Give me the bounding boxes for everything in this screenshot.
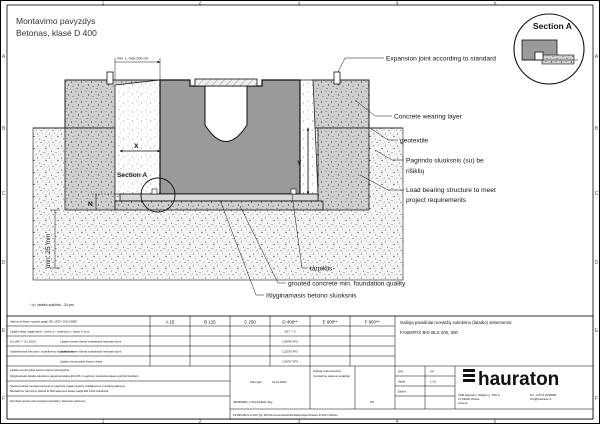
tb-load-e600: E 600**	[322, 319, 338, 325]
grid-col-1-bottom: 1	[101, 419, 105, 424]
tb-din-value: A4	[430, 369, 434, 374]
grating	[195, 79, 257, 86]
leveling-layer	[120, 194, 318, 201]
grid-row-a-right: A	[594, 54, 599, 60]
tb-system-title: Galioja pavidiniai montažų sutinkimo (lataiko) sistemomis:	[400, 320, 513, 325]
tb-date-value: 31.10.2024	[272, 380, 287, 384]
tb-load-f900: F 900**	[364, 319, 380, 325]
tb-company-addr-2: LT-03302 Vilnius	[458, 397, 480, 401]
tb-company-tel: Tel. +370 5 2035684	[530, 393, 557, 397]
drawing-title-line-2: Betonas, klasė D 400	[16, 28, 97, 38]
dim-x-label: X	[134, 143, 139, 150]
tb-row5-value: C35/45 XF3	[282, 339, 298, 344]
grid-row-c: C	[1, 191, 6, 197]
tb-system-name: FASERFIX BIG BLS 200, 300	[400, 330, 458, 335]
grid-row-e: E	[1, 328, 6, 334]
tb-row5-label: Lataiko vienet įpilas betono įlėjimo skerspjūvis	[10, 368, 69, 372]
tb-applicable-note: Apkrovos klasė naudoti pagal: EN 1433 / DIN 19580	[10, 319, 77, 324]
grid-col-2: 2	[198, 0, 202, 7]
spacer-right	[291, 189, 296, 194]
tb-company-mail: info@hauraton.lt	[530, 397, 552, 401]
channel-invert	[205, 86, 247, 142]
grid-col-4: 4	[395, 0, 399, 7]
load-bearing-left	[65, 128, 115, 210]
tb-note-1: Išlyginamasis lataiko sluoksnis pagal standartą EN 206 ir pagrindo sluoksnio klasės gali būti keičiami	[10, 374, 139, 378]
annotation-grouted: grouted concrete min. foundation quality	[288, 280, 406, 288]
section-a-foundation	[542, 55, 574, 64]
tb-left-a: Su 100-7 / Su 100-5	[10, 339, 36, 344]
dim-y-label: Y	[297, 160, 302, 167]
expansion-joint-left	[107, 72, 113, 84]
tb-edit-label: Ežilins	[398, 389, 407, 394]
tb-scale-label: Skalė	[398, 379, 406, 384]
annotation-load-bearing-2: project requirements	[406, 197, 467, 204]
grid-row-b: B	[1, 126, 6, 132]
brand-wordmark: hauraton	[478, 369, 560, 390]
grid-col-4-bottom: 4	[395, 419, 399, 424]
grid-row-b-right: B	[594, 126, 599, 132]
grid-row-a: A	[1, 54, 6, 60]
footnote: * y= lataiko sukčiris - 24 pm	[30, 303, 74, 307]
section-a-detail	[514, 14, 584, 84]
grid-col-2-bottom: 2	[198, 419, 202, 424]
grid-col-3: 3	[297, 0, 301, 7]
tb-row4-label: Lataiko vienet įpilas betono klasė	[60, 359, 103, 364]
tb-scale-value: 1:10	[430, 379, 436, 384]
grid-col-1: 1	[101, 0, 105, 7]
expansion-joint-right	[334, 72, 340, 84]
tb-load-c250: C 250	[244, 319, 256, 325]
grid-col-3-bottom: 3	[297, 419, 301, 424]
grid-row-f: F	[1, 396, 6, 402]
grid-row-f-right: F	[594, 396, 599, 402]
section-a-spacer	[535, 52, 543, 60]
grid-col-5-bottom: 5	[493, 419, 497, 424]
grid-row-d-right: D	[594, 260, 599, 266]
tb-drawing-no: 000002982_LITHUANIAN.dwg	[233, 400, 273, 404]
annotation-tarpiklis: tarpiklis	[310, 265, 333, 273]
drawing-title-line-1: Montavimo pavyzdys	[16, 16, 96, 26]
tb-row4-value: C30/37 XF4	[282, 359, 298, 364]
tb-doc-note-2: montavimo nelsono sutarčjai	[313, 374, 350, 378]
section-a-title: Section A	[533, 21, 572, 31]
annotation-expansion-joint: Expansion joint according to standard	[386, 55, 496, 63]
tb-row3-label: Lataiko vienet ribiniai mažiausias leistinas storis	[60, 349, 122, 354]
title-block	[7, 316, 593, 419]
tb-note-3: Montavimo pavyzdys skirtas D 400 apkrovos klasei pagal EN 1433 standartą	[10, 389, 109, 393]
grid-row-e-right: E	[594, 328, 599, 334]
section-a-label: Section A	[117, 172, 148, 179]
tb-sheet-no: 2/6	[370, 400, 375, 404]
annotation-load-bearing-1: Load bearing structure to meet	[406, 187, 496, 194]
tb-load-d400: D 400**	[282, 319, 298, 325]
grid-col-5: 5	[493, 0, 497, 7]
hauraton-logo	[463, 369, 559, 390]
foundation	[115, 201, 323, 210]
grid-row-c-right: C	[594, 191, 599, 197]
cross-section	[33, 57, 403, 281]
tb-row1-label: Lataiko tipas: pagrindinis - plotis (x / ruošinys) y / lauko X (cm)	[10, 329, 90, 334]
tb-load-b125: B 125	[204, 319, 216, 325]
tb-note-2: Sistema skirta montavimui betono pagrinde pagal projekto reikalavimus ir leistiną apkrovą	[10, 384, 125, 388]
spacer-left	[152, 189, 157, 194]
tb-row2-label: Lataiko vienet ribiniai mažiausias leistinas storis	[60, 339, 122, 344]
tb-row3-value: C25/30 XF3	[282, 349, 298, 354]
tb-company-addr-3: Lietuva	[458, 401, 468, 405]
tb-load-a15: A 15	[165, 319, 175, 325]
tb-note-4: Dėl išsamesnės informacijos kreipkitės į Hauraton atstovus	[10, 399, 86, 403]
load-bearing-right	[318, 128, 369, 210]
tb-doc-note-1: Galioja mišių bendros	[313, 369, 341, 373]
annotation-base-layer-2: rišiklių	[406, 168, 425, 175]
tb-company-addr-1: UAB Hauraton, Zalgirio g. 78A-3	[458, 393, 500, 397]
tb-din-label: DIN	[398, 369, 403, 374]
wearing-layer-right	[313, 80, 369, 128]
tb-date-label: Parengta	[250, 380, 262, 384]
tb-bottom-line: FF-BIG-BLS-S-200 Typ 200 Rinnenunterteil Einbaubeispiel Klasse D 400 in Beton	[233, 413, 338, 417]
tb-left-b: Sutankinimas betonas / sutankinimo sutankinimas	[10, 349, 74, 354]
annotation-base-layer-1: Pagrindo sluoksnis (su) be	[406, 157, 484, 165]
annotation-geotextile: geotextile	[400, 137, 429, 145]
dim-n-label: N	[88, 201, 93, 208]
annotation-leveling: Išlyginamasis betono sluoksnis	[266, 292, 357, 300]
annotation-wearing-layer: Concrete wearing layer	[394, 113, 462, 121]
dim-min25-label: min. 25 mm	[45, 233, 52, 268]
tb-row1-value: 15/1 * / 5	[284, 329, 296, 334]
dim-min-x-label: min. x, max 200 cm	[117, 56, 149, 61]
grid-row-d: D	[1, 260, 6, 266]
